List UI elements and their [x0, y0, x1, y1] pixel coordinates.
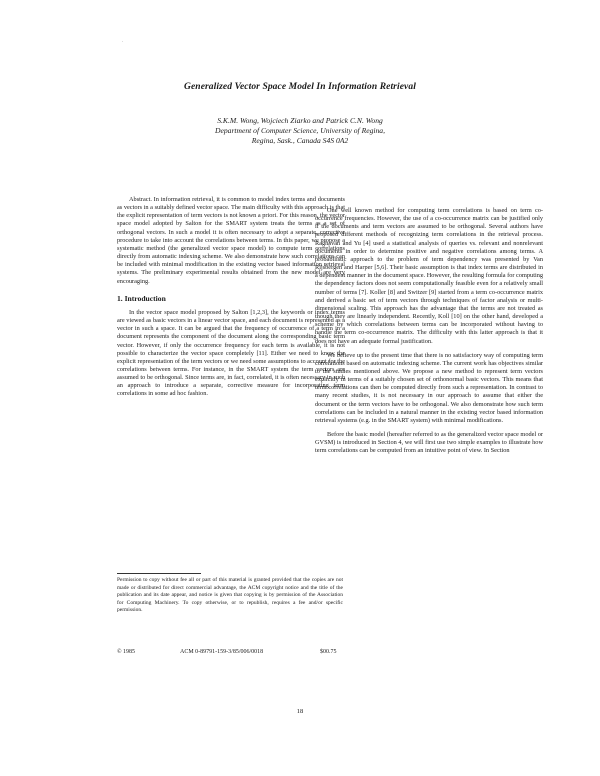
permission-footnote: Permission to copy without fee all or part of this material is granted provided that the copies are not made or distributed for direct commercial advantage, the ACM copyright notice and the title of the publication and its date appear, and notice is given that copying is by permission of the Association for Computing Machinery. To copy otherwise, or to republish, requires a fee and/or specific permission. — [117, 577, 343, 614]
footnote-divider — [117, 573, 201, 574]
section-heading-introduction: 1. Introduction — [117, 293, 166, 303]
right-paragraph-3: Before the basic model (hereafter referred to as the generalized vector space model or GVSM) is introduced in Section 4, we will first use two simple examples to illustrate how term correlations can be computed from an intuitive point of view. In Section — [315, 431, 543, 455]
author-block — [0, 116, 600, 146]
page-number: 18 — [296, 708, 304, 715]
right-column — [315, 207, 543, 456]
left-column — [117, 196, 345, 399]
right-paragraph-2: We believe up to the present time that there is no satisfactory way of computing term correlations based on automatic indexing scheme. The current work has objectives similar to the studies mentioned above. We propose a new method to represent term vectors explicitly in terms of a suitably chosen set of orthonormal basic vectors. This means that term correlations can then be computed directly from such a representation. In contrast to many recent studies, it is not necessary in our approach to assume that either the document or the term vectors have to be orthogonal. We also demonstrate how such term correlations can be included in a natural manner in the existing vector based information retrieval systems (e.g. in the SMART system) with minimal modifications. — [315, 351, 543, 424]
stray-mark: · — [122, 39, 124, 44]
abstract-paragraph: Abstract. In information retrieval, it is common to model index terms and documents as vectors in a suitably defined vector space. The main difficulty with this approach is that the explicit representation of term vectors is not known a priori. For this reason, the vector space model adopted by Salton for the SMART system treats the terms as a set of orthogonal vectors. In such a model it is often necessary to adopt a separate, corrective procedure to take into account the correlations between terms. In this paper, we propose a systematic method (the generalized vector space model) to compute term correlations directly from automatic indexing scheme. We also demonstrate how such correlations can be included with minimal modification in the existing vector based information retrieval systems. The preliminary experimental results obtained from the new model are very encouraging. — [117, 196, 345, 285]
copyright-year: © 1985 — [117, 649, 136, 655]
acm-code: ACM 0-89791-159-3/85/006/0018 — [180, 649, 264, 655]
author-affiliation: Department of Computer Science, University of Regina, — [215, 126, 385, 135]
intro-paragraph: In the vector space model proposed by Salton [1,2,3], the keywords or index terms are viewed as basic vectors in a linear vector space, and each document is represented as a vector in such a space. It can be argued that the frequency of occurrence of a term in a document represents the component of the document along the corresponding basic term vector. However, if only the occurrence frequency for each term is available, it is not possible to characterize the vector space completely [11]. Either we need to know the explicit representation of the term vectors or we need some assumptions to account for the correlations between terms. For instance, in the SMART system the term vectors are assumed to be orthogonal. Since terms are, in fact, correlated, it is often necessary in such an approach to introduce a separate, corrective measure for incorporating term correlations in some ad hoc fashion. — [117, 308, 345, 398]
author-names: S.K.M. Wong, Wojciech Ziarko and Patrick C.N. Wong — [217, 116, 383, 125]
author-address: Regina, Sask., Canada S4S 0A2 — [251, 136, 349, 145]
paper-title: Generalized Vector Space Model In Information Retrieval — [184, 82, 416, 92]
price: $00.75 — [320, 649, 337, 655]
right-paragraph-1: One well known method for computing term correlations is based on term co-occurrence frequencies. However, the use of a co-occurrence matrix can be justified only if the documents and term vectors are assumed to be orthogonal. Several authors have proposed different methods of recognizing term correlations in the retrieval process. Raghavan and Yu [4] used a statistical analysis of queries vs. relevant and nonrelevant documents in order to determine positive and negative correlations among terms. A probabilistic approach to the problem of term dependency was presented by Van Rijsbergen and Harper [5,6]. Their basic assumption is that index terms are distributed in a dependent manner in the document space. However, the resulting formula for computing the dependency factors does not seem computationally feasible even for a relatively small number of terms [7]. Koller [8] and Switzer [9] started from a term co-occurrence matrix and derived a basic set of term vectors through techniques of factor analysis or multi-dimensional scaling. This approach has the advantage that the terms are not treated as though they are linearly independent. Recently, Koll [10] on the other hand, developed a scheme by which correlations between terms can be incorporated without having to handle the term co-occurrence matrix. The difficulty with this latter approach is that it does not have an adequate formal justification. — [315, 207, 543, 345]
